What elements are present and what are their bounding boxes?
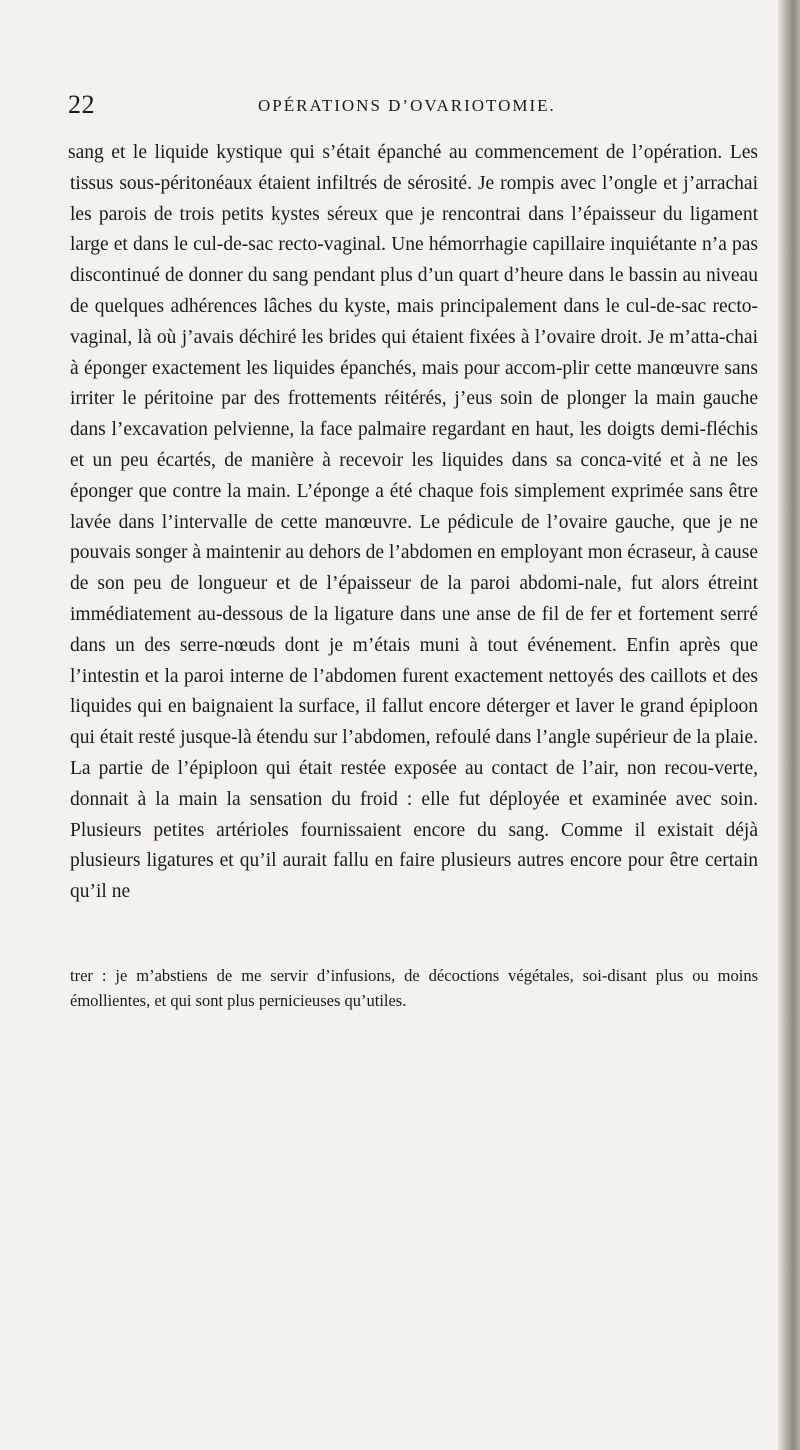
body-paragraph: sang et le liquide kystique qui s’était épanché au commencement de l’opération. Les tissus sous-péritonéaux étaient infiltrés de sérosité. Je rompis avec l’ongle et j’arrachai les parois de trois petits kystes séreux que je rencontrai dans l’épaisseur du ligament large et dans le cul-de-sac recto-vaginal. Une hémorrhagie capillaire inquiétante n’a pas discontinué de donner du sang pendant plus d’un quart d’heure dans le bassin au niveau de quelques adhérences lâches du kyste, mais principalement dans le cul-de-sac recto-vaginal, là où j’avais déchiré les brides qui étaient fixées à l’ovaire droit. Je m’atta-chai à éponger exactement les liquides épanchés, mais pour accom-plir cette manœuvre sans irriter le péritoine par des frottements réitérés, j’eus soin de plonger la main gauche dans l’excavation pelvienne, la face palmaire regardant en haut, les doigts demi-fléchis et un peu écartés, de manière à recevoir les liquides dans sa conca-vité et à ne les éponger que contre la main. L’éponge a été chaque fois simplement exprimée sans être lavée dans l’intervalle de cette manœuvre. Le pédicule de l’ovaire gauche, que je ne pouvais songer à maintenir au dehors de l’abdomen en employant mon écraseur, à cause de son peu de longueur et de l’épaisseur de la paroi abdomi-nale, fut alors étreint immédiatement au-dessous de la ligature dans une anse de fil de fer et fortement serré dans un des serre-nœuds dont je m’étais muni à tout événement. Enfin après que l’intestin et la paroi interne de l’abdomen furent exactement nettoyés des caillots et des liquides qui en baignaient la surface, il fallut encore déterger et laver le grand épiploon qui était resté jusque-là étendu sur l’abdomen, refoulé dans l’angle supérieur de la plaie. La partie de l’épiploon qui était restée exposée au contact de l’air, non recou-verte, donnait à la main la sensation du froid : elle fut déployée et examinée avec soin. Plusieurs petites artérioles fournissaient encore du sang. Comme il existait déjà plusieurs ligatures et qu’il aurait fallu en faire plusieurs autres encore pour être certain qu’il ne — [68, 142, 758, 903]
page-number: 22 — [68, 90, 95, 119]
page-edge-shadow — [778, 0, 800, 1450]
footnote: trer : je m’abstiens de me servir d’infusions, de décoctions végétales, soi-disant plus ou moins émollientes, et qui sont plus pernicieuses qu’utiles. — [70, 966, 758, 1010]
page-header — [68, 90, 768, 120]
running-title: OPÉRATIONS D’OVARIOTOMIE. — [258, 96, 556, 115]
